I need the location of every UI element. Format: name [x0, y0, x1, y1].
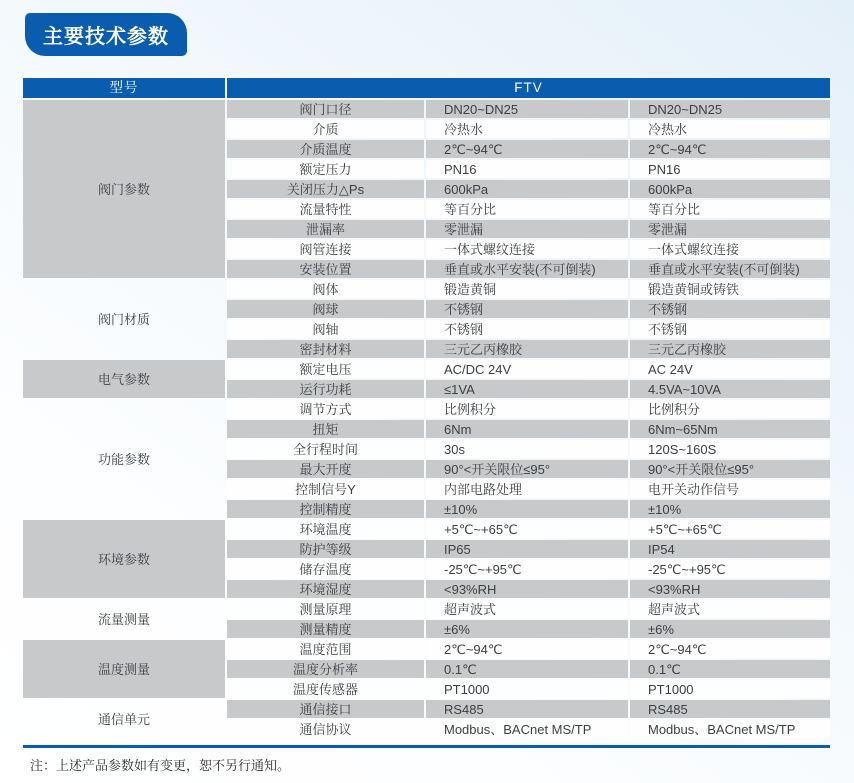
param-cell: 温度范围 — [227, 640, 424, 658]
param-cell: 额定电压 — [227, 360, 424, 378]
param-cell: 关闭压力△Ps — [227, 180, 424, 198]
param-cell: 调节方式 — [227, 400, 424, 418]
category-cell: 环境参数 — [23, 520, 225, 598]
value-cell-2: 锻造黄铜或铸铁 — [630, 280, 830, 298]
param-cell: 通信协议 — [227, 720, 424, 738]
footnote: 注：上述产品参数如有变更，恕不另行通知。 — [30, 758, 291, 773]
value-cell-1: PN16 — [426, 160, 628, 178]
param-cell: 储存温度 — [227, 560, 424, 578]
value-cell-2: 三元乙丙橡胶 — [630, 340, 830, 358]
value-cell-1: 冷热水 — [426, 120, 628, 138]
value-cell-1: 锻造黄铜 — [426, 280, 628, 298]
value-cell-1: <93%RH — [426, 580, 628, 598]
value-cell-2: 比例积分 — [630, 400, 830, 418]
param-cell: 温度传感器 — [227, 680, 424, 698]
value-cell-2: 等百分比 — [630, 200, 830, 218]
param-cell: 温度分析率 — [227, 660, 424, 678]
value-cell-1: DN20~DN25 — [426, 100, 628, 118]
value-cell-1: 30s — [426, 440, 628, 458]
value-cell-2: 冷热水 — [630, 120, 830, 138]
value-cell-2: IP54 — [630, 540, 830, 558]
param-cell: 最大开度 — [227, 460, 424, 478]
param-cell: 测量精度 — [227, 620, 424, 638]
param-cell: 运行功耗 — [227, 380, 424, 398]
value-cell-2: AC 24V — [630, 360, 830, 378]
value-cell-2: Modbus、BACnet MS/TP — [630, 720, 830, 738]
value-cell-2: 120S~160S — [630, 440, 830, 458]
value-cell-1: 2℃~94℃ — [426, 140, 628, 158]
category-cell: 通信单元 — [97, 711, 150, 727]
param-cell: 测量原理 — [227, 600, 424, 618]
param-cell: 全行程时间 — [227, 440, 424, 458]
category-cell: 流量测量 — [97, 611, 150, 627]
value-cell-1: -25℃~+95℃ — [426, 560, 628, 578]
param-cell: 阀轴 — [227, 320, 424, 338]
value-cell-2: PT1000 — [630, 680, 830, 698]
value-cell-2: 不锈钢 — [630, 300, 830, 318]
value-cell-1: ±10% — [426, 500, 628, 518]
value-cell-1: ±6% — [426, 620, 628, 638]
value-cell-1: 2℃~94℃ — [426, 640, 628, 658]
value-cell-2: 2℃~94℃ — [630, 640, 830, 658]
value-cell-2: +5℃~+65℃ — [630, 520, 830, 538]
param-cell: 额定压力 — [227, 160, 424, 178]
param-cell: 介质 — [227, 120, 424, 138]
value-cell-1: IP65 — [426, 540, 628, 558]
value-cell-1: PT1000 — [426, 680, 628, 698]
param-cell: 控制信号Y — [227, 480, 424, 498]
value-cell-1: 90°<开关限位≤95° — [426, 460, 628, 478]
param-cell: 阀体 — [227, 280, 424, 298]
value-cell-1: AC/DC 24V — [426, 360, 628, 378]
value-cell-1: 零泄漏 — [426, 220, 628, 238]
value-cell-2: PN16 — [630, 160, 830, 178]
value-cell-1: 不锈钢 — [426, 300, 628, 318]
value-cell-1: ≤1VA — [426, 380, 628, 398]
value-cell-2: 垂直或水平安装(不可倒装) — [630, 260, 830, 278]
param-cell: 阀球 — [227, 300, 424, 318]
value-cell-1: 比例积分 — [426, 400, 628, 418]
param-cell: 防护等级 — [227, 540, 424, 558]
param-cell: 通信接口 — [227, 700, 424, 718]
param-cell: 控制精度 — [227, 500, 424, 518]
value-cell-1: 一体式螺纹连接 — [426, 240, 628, 258]
param-cell: 安装位置 — [227, 260, 424, 278]
param-cell: 流量特性 — [227, 200, 424, 218]
category-cell: 功能参数 — [97, 451, 150, 467]
value-cell-2: 超声波式 — [630, 600, 830, 618]
value-cell-2: 6Nm~65Nm — [630, 420, 830, 438]
value-cell-2: 2℃~94℃ — [630, 140, 830, 158]
param-cell: 泄漏率 — [227, 220, 424, 238]
value-cell-2: ±10% — [630, 500, 830, 518]
param-cell: 阀门口径 — [227, 100, 424, 118]
value-cell-1: 0.1℃ — [426, 660, 628, 678]
value-cell-2: -25℃~+95℃ — [630, 560, 830, 578]
value-cell-2: 不锈钢 — [630, 320, 830, 338]
param-cell: 阀管连接 — [227, 240, 424, 258]
value-cell-1: +5℃~+65℃ — [426, 520, 628, 538]
param-cell: 环境湿度 — [227, 580, 424, 598]
value-cell-1: Modbus、BACnet MS/TP — [426, 720, 628, 738]
value-cell-1: 内部电路处理 — [426, 480, 628, 498]
value-cell-2: 零泄漏 — [630, 220, 830, 238]
table-header-model-value: FTV — [227, 78, 830, 98]
category-cell: 阀门参数 — [23, 100, 225, 278]
param-cell: 介质温度 — [227, 140, 424, 158]
value-cell-1: 6Nm — [426, 420, 628, 438]
param-cell: 环境温度 — [227, 520, 424, 538]
category-cell: 电气参数 — [23, 360, 225, 398]
value-cell-2: DN20~DN25 — [630, 100, 830, 118]
category-cell: 阀门材质 — [97, 311, 150, 327]
page-title: 主要技术参数 — [25, 13, 187, 56]
value-cell-2: 一体式螺纹连接 — [630, 240, 830, 258]
value-cell-1: 超声波式 — [426, 600, 628, 618]
value-cell-2: 600kPa — [630, 180, 830, 198]
value-cell-1: 垂直或水平安装(不可倒装) — [426, 260, 628, 278]
table-header-model-label: 型号 — [23, 78, 225, 98]
value-cell-2: 电开关动作信号 — [630, 480, 830, 498]
value-cell-1: 600kPa — [426, 180, 628, 198]
value-cell-1: 等百分比 — [426, 200, 628, 218]
value-cell-1: RS485 — [426, 700, 628, 718]
spec-table — [23, 78, 830, 738]
value-cell-2: 0.1℃ — [630, 660, 830, 678]
value-cell-2: ±6% — [630, 620, 830, 638]
value-cell-2: 4.5VA~10VA — [630, 380, 830, 398]
value-cell-1: 三元乙丙橡胶 — [426, 340, 628, 358]
value-cell-1: 不锈钢 — [426, 320, 628, 338]
value-cell-2: 90°<开关限位≤95° — [630, 460, 830, 478]
category-cell: 温度测量 — [23, 640, 225, 698]
value-cell-2: RS485 — [630, 700, 830, 718]
param-cell: 扭矩 — [227, 420, 424, 438]
bottom-divider — [23, 745, 830, 748]
value-cell-2: <93%RH — [630, 580, 830, 598]
param-cell: 密封材料 — [227, 340, 424, 358]
